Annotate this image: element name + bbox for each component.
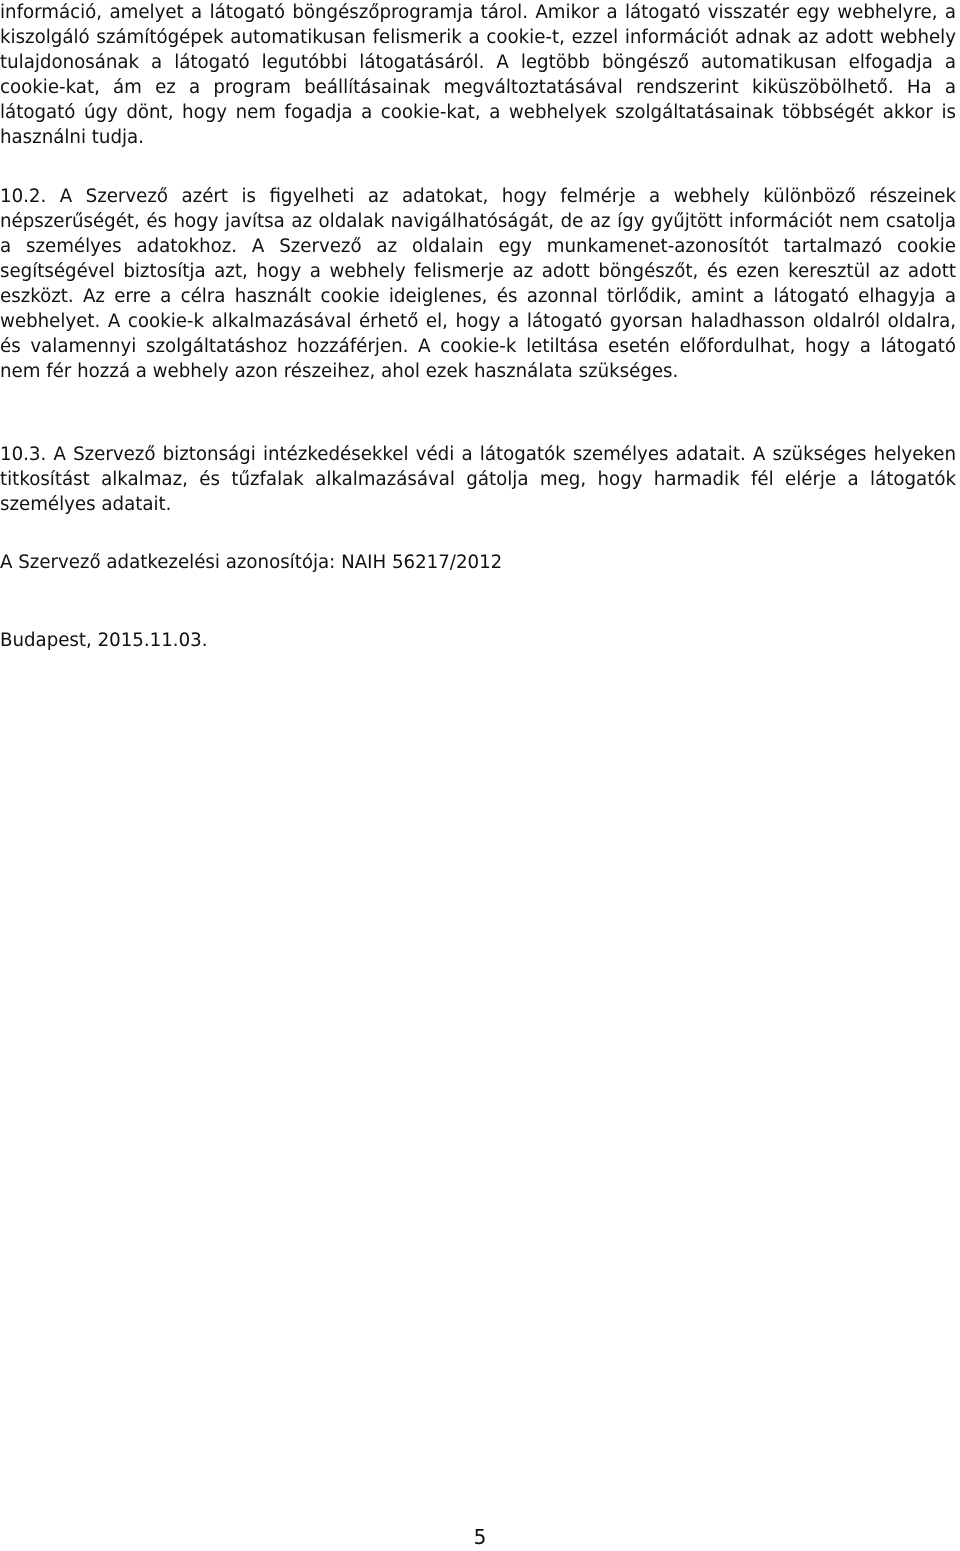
paragraph-cookie-info: információ, amelyet a látogató böngészőprogramja tárol. Amikor a látogató visszatér egy webhelyre, a kiszolgáló számítógépek automatikusan felismerik a cookie-t, ezzel információt adnak az adott webhely tulajdonosának a látogató legutóbbi látogatásáról. A legtöbb böngésző automatikusan elfogadja a cookie-kat, ám ez a program beállításainak megváltoztatásával rendszerint kiküszöbölhető. Ha a látogató úgy dönt, hogy nem fogadja a cookie-kat, a webhelyek szolgáltatásainak többségét akkor is használni tudja. xyxy=(0,2,956,148)
page-number: 5 xyxy=(473,1525,487,1549)
paragraph-10-2: 10.2. A Szervező azért is figyelheti az adatokat, hogy felmérje a webhely különböző részeinek népszerűségét, és hogy javítsa az oldalak navigálhatóságát, de az így gyűjtött információt nem csatolja a személyes adatokhoz. A Szervező az oldalain egy munkamenet-azonosítót tartalmazó cookie segítségével biztosítja azt, hogy a webhely felismerje az adott böngészőt, és ezen keresztül az adott eszközt. Az erre a célra használt cookie ideiglenes, és azonnal törlődik, amint a látogató elhagyja a webhelyet. A cookie-k alkalmazásával érhető el, hogy a látogató gyorsan haladhasson oldalról oldalra, és valamennyi szolgáltatáshoz hozzáférjen. A cookie-k letiltása esetén előfordulhat, hogy a látogató nem fér hozzá a webhely azon részeihez, ahol ezek használata szükséges. xyxy=(0,186,956,382)
data-controller-id: A Szervező adatkezelési azonosítója: NAIH 56217/2012 xyxy=(0,552,503,573)
place-and-date: Budapest, 2015.11.03. xyxy=(0,630,208,651)
paragraph-10-3: 10.3. A Szervező biztonsági intézkedésekkel védi a látogatók személyes adatait. A szükséges helyeken titkosítást alkalmaz, és tűzfalak alkalmazásával gátolja meg, hogy harmadik fél elérje a látogatók személyes adatait. xyxy=(0,444,956,515)
